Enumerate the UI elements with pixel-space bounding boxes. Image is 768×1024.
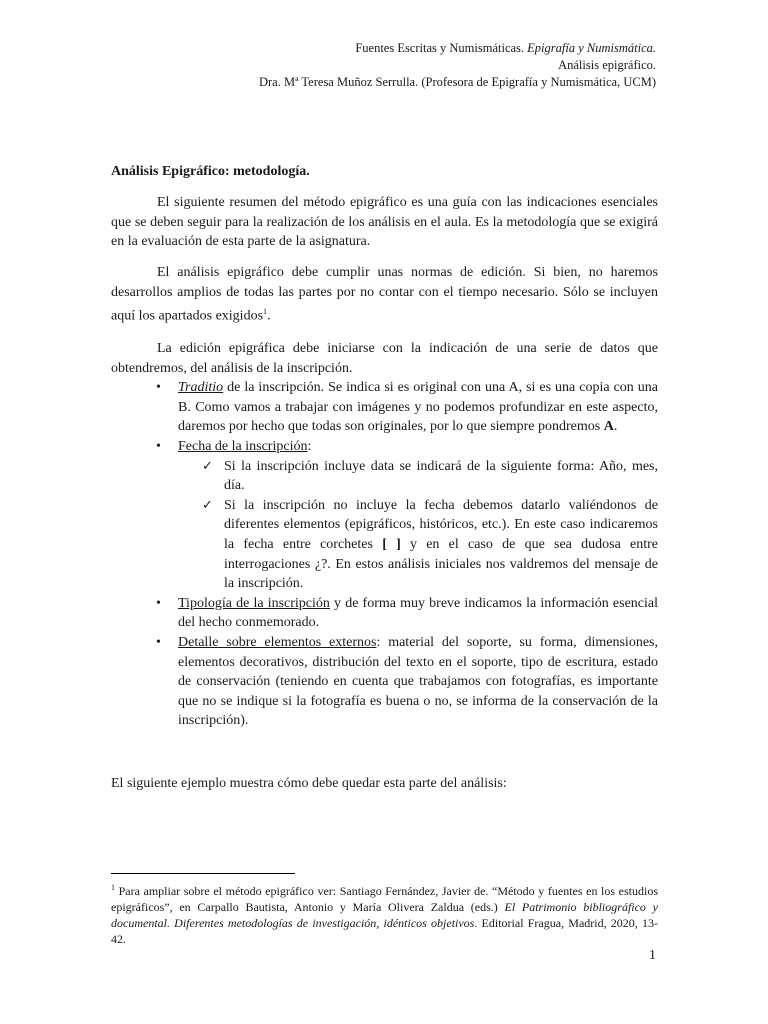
header-course-line: Fuentes Escritas y Numismáticas. Epigrafía y Numismática. <box>355 41 656 55</box>
sublist-item-no-data: ✓ Si la inscripción no incluye la fecha debemos datarlo valiéndonos de diferentes elementos (epigráficos, históricos, etc.). En este caso indicaremos la fecha entre corchetes [ ] y en el caso de que sea dudosa entre interrogaciones ¿?. En estos análisis iniciales nos valdremos del mensaje de la inscripción. <box>178 496 658 594</box>
header-author: Dra. Mª Teresa Muñoz Serrulla. (Profesora de Epigrafía y Numismática, UCM) <box>258 75 656 89</box>
list-item-detalle: • Detalle sobre elementos externos: material del soporte, su forma, dimensiones, elementos decorativos, distribución del texto en el soporte, tipo de escritura, estado de conservación (teniendo en cuenta que trabajamos con fotografías, es importante que no se indique si la fotografía es buena o no, se informa de la conservación de la inscripción). <box>111 633 658 731</box>
list-item-fecha: • Fecha de la inscripción: ✓ Si la inscripción incluye data se indicará de la siguiente forma: Año, mes, día. ✓ Si la inscripción no incluye la fecha debemos datarlo valiéndonos de diferentes elementos (epigráficos, históricos, etc.). En este caso indicaremos la fecha entre corchetes [ ] y en el caso de que sea dudosa entre interrogaciones ¿?. En estos análisis iniciales nos valdremos del mensaje de la inscripción. <box>111 437 658 594</box>
norms-paragraph: El análisis epigráfico debe cumplir unas normas de edición. Si bien, no haremos desarrollos amplios de todas las partes por no contar con el tiempo necesario. Sólo se incluyen aquí los apartados exigidos$^1$. <box>111 265 658 324</box>
list-item-tipologia: • Tipología de la inscripción y de forma muy breve indicamos la información esencial del hecho conmemorado. <box>111 594 658 633</box>
page-header <box>259 40 656 91</box>
edition-section: La edición epigráfica debe iniciarse con la indicación de una serie de datos que obtendremos, del análisis de la inscripción. • Traditio de la inscripción. Se indica si es original con una A, si es una copia con una B. Como vamos a trabajar con imágenes y no podemos profundizar en este aspecto, daremos por hecho que todas son originales, por lo que siempre pondremos A. • Fecha de la inscripción: ✓ Si la inscripción incluye data se indicará de la siguiente forma: Año, mes, día. ✓ Si la inscripción no incluye la fecha debemos datarlo valiéndonos de diferentes elementos (epigráficos, históricos, etc.). En este caso indicaremos la fecha entre corchetes [ ] y en el caso de que sea dudosa entre interrogaciones ¿?. En estos análisis iniciales nos valdremos del mensaje de la inscripción. • Tipología de la inscripción y de forma muy breve indicamos la información esencial del hecho conmemorado. • Detalle sobre elementos externos: material del soporte, su forma, dimensiones, elementos decorativos, distribución del texto en el soporte, tipo de escritura, estado de conservación (teniendo en cuenta que trabajamos con fotografías, es importante que no se indique si la fotografía es buena o no, se informa de la conservación de la inscripción). <box>111 339 658 731</box>
example-intro: El siguiente ejemplo muestra cómo debe quedar esta parte del análisis: <box>111 776 507 791</box>
list-item-traditio: • Traditio de la inscripción. Se indica si es original con una A, si es una copia con una B. Como vamos a trabajar con imágenes y no podemos profundizar en este aspecto, daremos por hecho que todas son originales, por lo que siempre pondremos A. <box>111 378 658 437</box>
header-topic: Análisis epigráfico. <box>558 58 656 72</box>
document-title: Análisis Epigráfico: metodología. <box>111 164 310 179</box>
sublist-item-data: ✓ Si la inscripción incluye data se indicará de la siguiente forma: Año, mes, día. <box>178 457 658 496</box>
footnote-divider <box>111 873 295 874</box>
intro-paragraph: El siguiente resumen del método epigráfico es una guía con las indicaciones esenciales que se deben seguir para la realización de los análisis en el aula. Es la metodología que se exigirá en la evaluación de esta parte de la asignatura. <box>111 195 658 250</box>
footnote-ref[interactable]: 1 <box>263 307 268 317</box>
requirements-list <box>111 378 658 731</box>
page-number: 1 <box>649 948 656 963</box>
fecha-sublist <box>178 457 658 594</box>
header-subject: Epigrafía y Numismática. <box>527 41 656 55</box>
footnote: $^1$ Para ampliar sobre el método epigráfico ver: Santiago Fernández, Javier de. “Método y fuentes en los estudios epigráficos”, en Carpallo Bautista, Antonio y María Olivera Zaldua (eds.) El Patrimonio bibliográfico y documental. Diferentes metodologías de investigación, idénticos objetivos. Editorial Fragua, Madrid, 2020, 13-42. <box>111 883 658 946</box>
